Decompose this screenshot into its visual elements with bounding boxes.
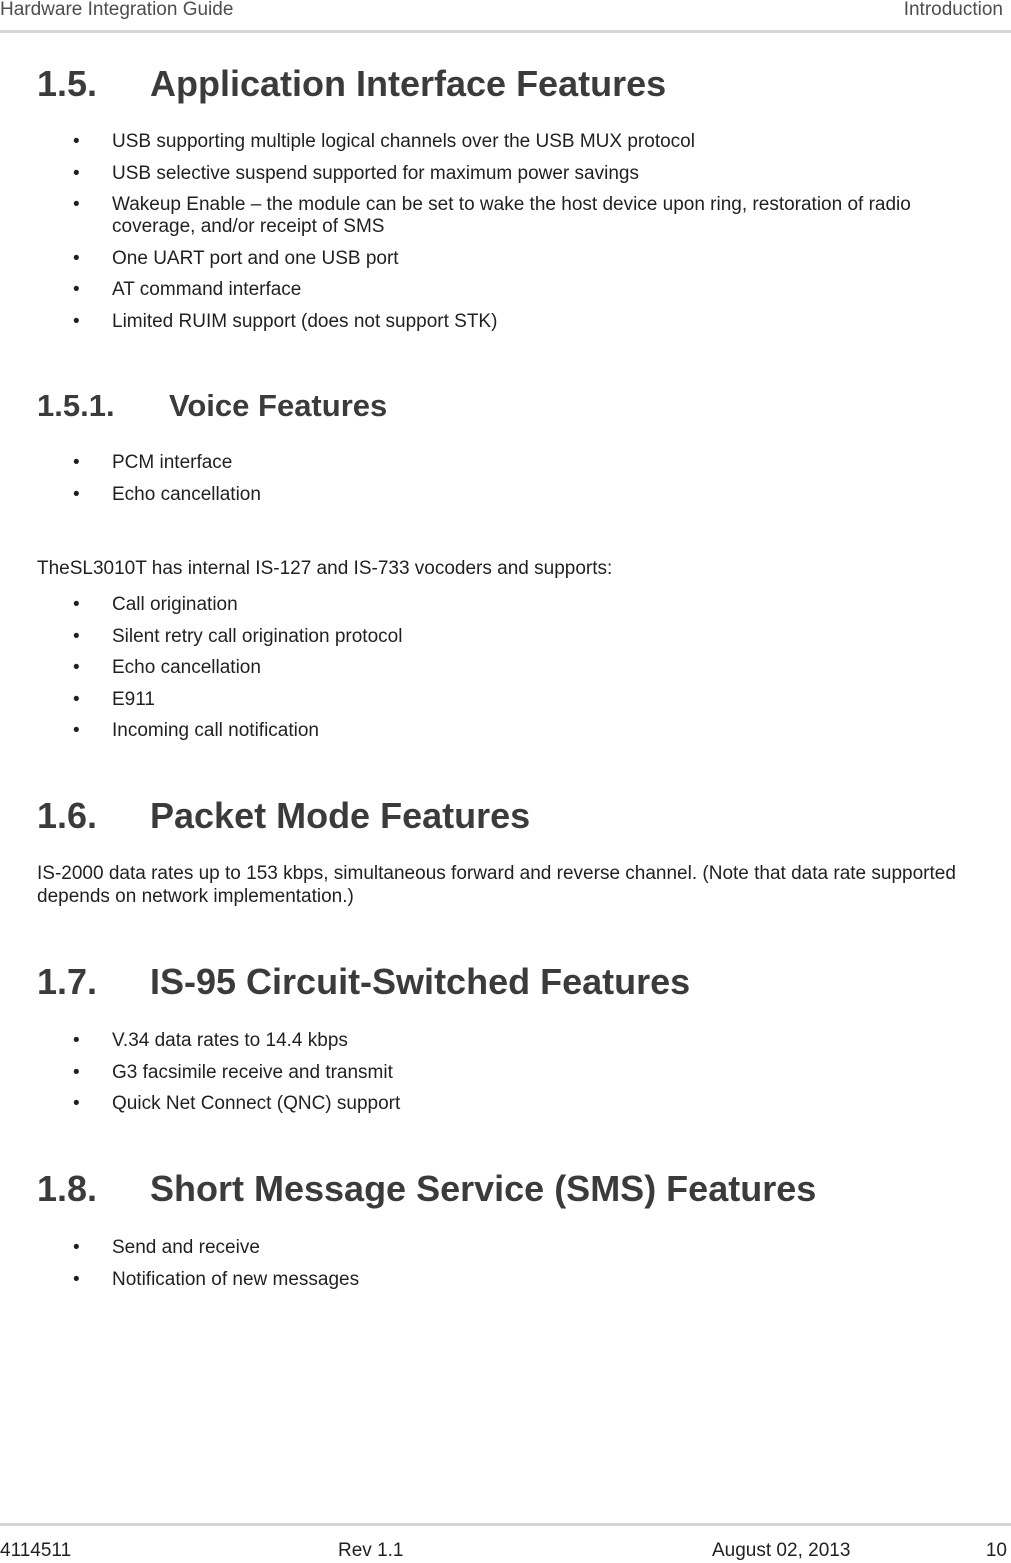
section-number: 1.5.1. xyxy=(37,388,115,423)
page-header xyxy=(0,0,1011,33)
list-item: • Incoming call notification xyxy=(73,720,319,741)
bullet-icon: • xyxy=(73,1237,80,1258)
section-title: Packet Mode Features xyxy=(150,795,531,836)
list-sms-features xyxy=(0,1237,942,1300)
list-item: • PCM interface xyxy=(73,452,233,473)
bullet-icon: • xyxy=(73,1093,80,1114)
list-item: • Send and receive xyxy=(73,1237,260,1258)
bullet-icon: • xyxy=(73,162,80,184)
section-number: 1.8. xyxy=(37,1168,98,1209)
list-item: • V.34 data rates to 14.4 kbps xyxy=(73,1030,348,1051)
bullet-icon: • xyxy=(73,247,80,269)
section-number: 1.7. xyxy=(37,961,98,1002)
list-item: • Notification of new messages xyxy=(73,1268,360,1290)
bullet-icon: • xyxy=(73,483,80,505)
section-title: Short Message Service (SMS) Features xyxy=(150,1168,817,1209)
bullet-icon: • xyxy=(73,625,80,647)
footer-page-number: 10 xyxy=(985,1540,1007,1561)
list-item: • Call origination xyxy=(73,594,238,615)
bullet-icon: • xyxy=(73,131,80,152)
packet-mode-paragraph: IS-2000 data rates up to 153 kbps, simultaneous forward and reverse channel. (Note that data rate supported depends on network implementation.) xyxy=(37,863,956,907)
list-item: • G3 facsimile receive and transmit xyxy=(73,1061,393,1083)
section-number: 1.6. xyxy=(37,795,98,836)
bullet-icon: • xyxy=(73,310,80,332)
list-application-interface xyxy=(0,131,942,342)
list-item: • Wakeup Enable – the module can be set to wake the host device upon ring, restoration of radio coverage, and/or receipt of SMS xyxy=(73,194,911,237)
bullet-icon: • xyxy=(73,657,80,678)
section-title: Voice Features xyxy=(169,388,388,423)
list-item: • Echo cancellation xyxy=(73,483,261,505)
bullet-icon: • xyxy=(73,194,80,215)
footer-date: August 02, 2013 xyxy=(712,1540,851,1561)
bullet-icon: • xyxy=(73,1061,80,1083)
header-doc-title: Hardware Integration Guide xyxy=(0,0,234,20)
list-item: • Echo cancellation xyxy=(73,657,261,678)
bullet-icon: • xyxy=(73,452,80,473)
list-item: • E911 xyxy=(73,688,155,710)
list-voice-features xyxy=(0,452,942,515)
list-item: • USB selective suspend supported for maximum power savings xyxy=(73,162,639,184)
list-item: • One UART port and one USB port xyxy=(73,247,399,269)
list-item: • Limited RUIM support (does not support STK) xyxy=(73,310,498,332)
vocoder-paragraph: TheSL3010T has internal IS-127 and IS-733 vocoders and supports: xyxy=(37,558,613,579)
list-item: • Quick Net Connect (QNC) support xyxy=(73,1093,401,1114)
header-chapter: Introduction xyxy=(903,0,1003,20)
section-title: Application Interface Features xyxy=(150,63,667,104)
list-item: • USB supporting multiple logical channels over the USB MUX protocol xyxy=(73,131,695,152)
footer-doc-number: 4114511 xyxy=(0,1540,72,1561)
bullet-icon: • xyxy=(73,279,80,300)
section-title: IS-95 Circuit-Switched Features xyxy=(150,961,691,1002)
bullet-icon: • xyxy=(73,1030,80,1051)
bullet-icon: • xyxy=(73,720,80,741)
bullet-icon: • xyxy=(73,594,80,615)
bullet-icon: • xyxy=(73,688,80,710)
section-number: 1.5. xyxy=(37,63,98,104)
list-item: • AT command interface xyxy=(73,279,302,300)
list-circuit-switched xyxy=(0,1030,942,1125)
page-footer xyxy=(0,1523,1011,1563)
footer-revision: Rev 1.1 xyxy=(338,1540,404,1561)
list-item: • Silent retry call origination protocol xyxy=(73,625,403,647)
bullet-icon: • xyxy=(73,1268,80,1290)
list-vocoder-support xyxy=(0,594,942,752)
